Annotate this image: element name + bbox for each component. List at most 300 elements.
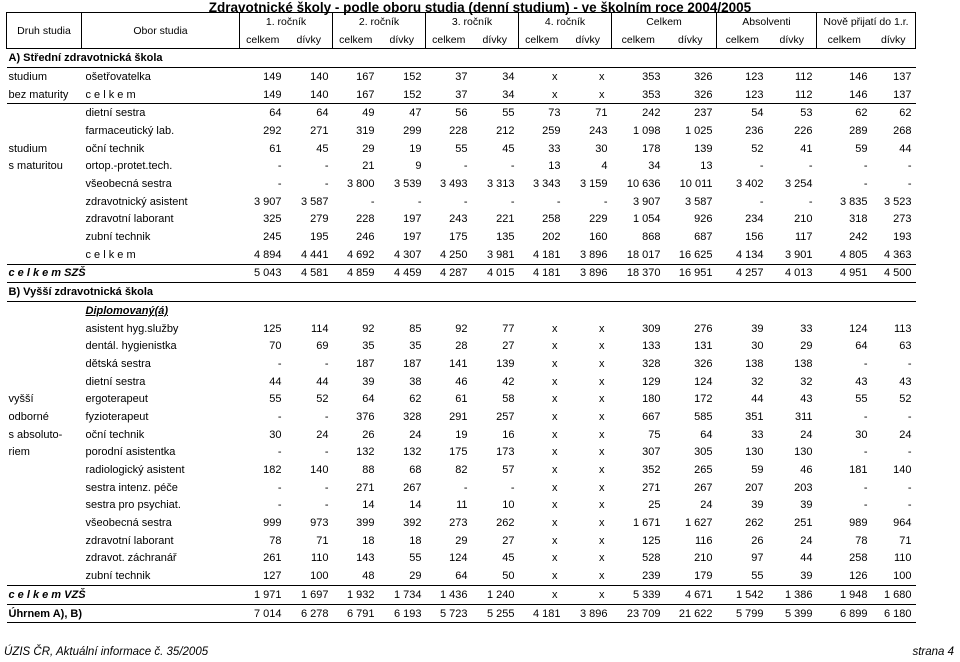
- obor-cell: dětská sestra: [85, 357, 151, 370]
- value-cell: 45: [502, 552, 515, 565]
- value-cell: 125: [642, 534, 661, 547]
- value-cell: 243: [589, 124, 608, 137]
- value-cell: 24: [316, 428, 329, 441]
- value-cell: x: [599, 428, 605, 441]
- value-cell: 18: [409, 534, 422, 547]
- value-cell: x: [599, 322, 605, 335]
- value-cell: 110: [310, 552, 329, 565]
- table-row: [7, 158, 916, 176]
- value-cell: 130: [794, 446, 813, 459]
- value-cell: 3 523: [883, 195, 912, 208]
- druh-cell: vyšší: [8, 393, 34, 406]
- value-cell: 3 981: [472, 246, 519, 264]
- value-cell: 267: [403, 481, 422, 494]
- value-cell: 55: [717, 567, 768, 585]
- value-cell: 110: [893, 552, 912, 565]
- value-cell: 42: [502, 375, 515, 388]
- value-cell: 59: [855, 142, 868, 155]
- value-cell: 10: [502, 499, 515, 512]
- druh-cell: s absoluto-: [8, 428, 63, 441]
- druh-cell: studium: [8, 70, 48, 83]
- header-group: 1. ročník: [240, 13, 333, 31]
- value-cell: 4 459: [379, 264, 426, 283]
- value-cell: 989: [849, 517, 868, 530]
- value-cell: 326: [694, 357, 713, 370]
- value-cell: 1 098: [632, 124, 661, 137]
- value-cell: 116: [694, 534, 713, 547]
- table-row: [7, 390, 916, 408]
- value-cell: x: [519, 567, 565, 585]
- total-szs-label: c e l k e m SZŠ: [7, 264, 240, 283]
- table-row: [7, 373, 916, 391]
- value-cell: 237: [694, 107, 713, 120]
- druh-cell: riem: [8, 446, 30, 459]
- value-cell: 52: [899, 393, 912, 406]
- value-cell: -: [759, 160, 764, 173]
- value-cell: 4 581: [286, 264, 333, 283]
- value-cell: -: [324, 357, 329, 370]
- value-cell: -: [863, 481, 868, 494]
- value-cell: 3 800: [346, 178, 375, 191]
- diplomovany-heading: Diplomovaný(á): [85, 304, 169, 317]
- value-cell: 210: [794, 213, 813, 226]
- value-cell: 228: [356, 213, 375, 226]
- value-cell: 25: [648, 499, 661, 512]
- value-cell: 26: [362, 428, 375, 441]
- header-celkem: celkem: [519, 31, 565, 49]
- footer-page-number: strana 4: [912, 646, 954, 658]
- value-cell: 279: [310, 213, 329, 226]
- value-cell: 973: [310, 517, 329, 530]
- total-row: [7, 264, 916, 283]
- header-group: Nově přijatí do 1.r.: [817, 13, 916, 31]
- druh-cell: [7, 193, 82, 211]
- table-row: [7, 408, 916, 426]
- value-cell: 64: [855, 340, 868, 353]
- druh-cell: [7, 355, 82, 373]
- subsection-row: [7, 302, 916, 320]
- section-a-heading: A) Střední zdravotnická škola: [7, 49, 916, 68]
- value-cell: 152: [403, 70, 422, 83]
- value-cell: -: [808, 195, 813, 208]
- value-cell: -: [370, 195, 375, 208]
- obor-cell: všeobecná sestra: [85, 517, 172, 530]
- value-cell: 271: [356, 481, 375, 494]
- value-cell: 132: [356, 446, 375, 459]
- value-cell: 262: [745, 517, 764, 530]
- value-cell: 39: [800, 499, 813, 512]
- value-cell: -: [324, 178, 329, 191]
- value-cell: [768, 302, 817, 320]
- value-cell: 146: [817, 86, 872, 104]
- value-cell: 1 697: [286, 586, 333, 605]
- value-cell: 4 307: [379, 246, 426, 264]
- table-row: [7, 68, 916, 86]
- value-cell: 138: [745, 357, 764, 370]
- obor-cell: asistent hyg.služby: [85, 322, 179, 335]
- value-cell: 4 181: [519, 246, 565, 264]
- value-cell: 43: [800, 393, 813, 406]
- value-cell: 64: [426, 567, 472, 585]
- value-cell: 4 894: [240, 246, 286, 264]
- value-cell: 123: [745, 70, 764, 83]
- druh-cell: [7, 175, 82, 193]
- value-cell: 10 636: [626, 178, 661, 191]
- value-cell: -: [863, 160, 868, 173]
- obor-cell: zdravotnický asistent: [85, 195, 188, 208]
- value-cell: 307: [642, 446, 661, 459]
- value-cell: 61: [269, 142, 282, 155]
- table-row: [7, 193, 916, 211]
- value-cell: 124: [449, 552, 468, 565]
- value-cell: x: [599, 446, 605, 459]
- value-cell: 5 043: [240, 264, 286, 283]
- value-cell: 149: [263, 70, 282, 83]
- value-cell: 4 805: [817, 246, 872, 264]
- value-cell: -: [907, 481, 912, 494]
- value-cell: 21: [362, 160, 375, 173]
- table-row: [7, 426, 916, 444]
- value-cell: 73: [548, 107, 561, 120]
- value-cell: 88: [362, 464, 375, 477]
- value-cell: 126: [817, 567, 872, 585]
- value-cell: 1 971: [240, 586, 286, 605]
- section-b-heading: B) Vyšší zdravotnická škola: [7, 283, 916, 302]
- value-cell: 4 859: [333, 264, 379, 283]
- value-cell: -: [277, 357, 282, 370]
- value-cell: 305: [694, 446, 713, 459]
- obor-cell: zubní technik: [82, 567, 240, 585]
- value-cell: x: [552, 393, 558, 406]
- value-cell: -: [603, 195, 608, 208]
- value-cell: 3 343: [532, 178, 561, 191]
- value-cell: 926: [694, 213, 713, 226]
- value-cell: 352: [642, 464, 661, 477]
- table-row: [7, 497, 916, 515]
- value-cell: -: [463, 195, 468, 208]
- value-cell: 328: [642, 357, 661, 370]
- header-druh-studia: Druh studia: [7, 13, 82, 49]
- value-cell: 197: [403, 213, 422, 226]
- value-cell: 4 500: [872, 264, 916, 283]
- value-cell: 19: [409, 142, 422, 155]
- value-cell: 19: [455, 428, 468, 441]
- header-divky: dívky: [286, 31, 333, 49]
- value-cell: 167: [333, 86, 379, 104]
- value-cell: 265: [694, 464, 713, 477]
- value-cell: -: [324, 160, 329, 173]
- value-cell: 45: [502, 142, 515, 155]
- value-cell: 139: [496, 357, 515, 370]
- value-cell: 319: [356, 124, 375, 137]
- value-cell: 46: [455, 375, 468, 388]
- value-cell: x: [599, 534, 605, 547]
- obor-cell: dietní sestra: [85, 375, 146, 388]
- value-cell: 242: [849, 231, 868, 244]
- druh-cell: [7, 550, 82, 568]
- value-cell: 1 240: [472, 586, 519, 605]
- value-cell: 6 278: [286, 604, 333, 623]
- value-cell: 131: [694, 340, 713, 353]
- value-cell: 132: [403, 446, 422, 459]
- value-cell: -: [863, 410, 868, 423]
- value-cell: 239: [612, 567, 665, 585]
- value-cell: 3 901: [768, 246, 817, 264]
- value-cell: 146: [849, 70, 868, 83]
- value-cell: -: [863, 499, 868, 512]
- value-cell: 117: [794, 231, 813, 244]
- value-cell: 30: [855, 428, 868, 441]
- value-cell: 234: [745, 213, 764, 226]
- table-row: [7, 355, 916, 373]
- value-cell: 29: [362, 142, 375, 155]
- value-cell: -: [277, 499, 282, 512]
- value-cell: 160: [589, 231, 608, 244]
- table-row: [7, 532, 916, 550]
- value-cell: -: [808, 160, 813, 173]
- value-cell: 57: [502, 464, 515, 477]
- value-cell: -: [510, 481, 515, 494]
- value-cell: x: [552, 464, 558, 477]
- value-cell: 137: [893, 70, 912, 83]
- druh-cell: [7, 337, 82, 355]
- value-cell: 34: [472, 86, 519, 104]
- value-cell: 92: [455, 322, 468, 335]
- value-cell: 271: [310, 124, 329, 137]
- value-cell: 18: [362, 534, 375, 547]
- value-cell: x: [552, 340, 558, 353]
- value-cell: 7 014: [240, 604, 286, 623]
- druh-cell: [7, 461, 82, 479]
- value-cell: 4 181: [519, 264, 565, 283]
- value-cell: x: [552, 534, 558, 547]
- value-cell: 55: [409, 552, 422, 565]
- value-cell: 245: [263, 231, 282, 244]
- table-row: [7, 320, 916, 338]
- value-cell: x: [552, 499, 558, 512]
- value-cell: 44: [751, 393, 764, 406]
- value-cell: 140: [893, 464, 912, 477]
- value-cell: -: [277, 446, 282, 459]
- value-cell: x: [552, 357, 558, 370]
- value-cell: [426, 302, 472, 320]
- value-cell: 71: [316, 534, 329, 547]
- value-cell: 41: [800, 142, 813, 155]
- druh-cell: [7, 373, 82, 391]
- value-cell: -: [324, 499, 329, 512]
- value-cell: 3 896: [565, 264, 612, 283]
- footer-source: ÚZIS ČR, Aktuální informace č. 35/2005: [4, 646, 209, 658]
- value-cell: 3 493: [439, 178, 468, 191]
- value-cell: 127: [240, 567, 286, 585]
- value-cell: 55: [502, 107, 515, 120]
- table-row: [7, 175, 916, 193]
- header-row: [7, 13, 916, 31]
- value-cell: 1 386: [768, 586, 817, 605]
- value-cell: 207: [745, 481, 764, 494]
- value-cell: x: [599, 70, 605, 83]
- value-cell: 4 257: [717, 264, 768, 283]
- value-cell: 75: [648, 428, 661, 441]
- value-cell: 33: [800, 322, 813, 335]
- value-cell: x: [565, 586, 612, 605]
- value-cell: 3 907: [632, 195, 661, 208]
- druh-cell: bez maturity: [7, 86, 82, 104]
- value-cell: x: [599, 357, 605, 370]
- header-group: 3. ročník: [426, 13, 519, 31]
- value-cell: 3 254: [784, 178, 813, 191]
- value-cell: x: [552, 481, 558, 494]
- value-cell: 123: [717, 86, 768, 104]
- value-cell: 62: [855, 107, 868, 120]
- value-cell: [817, 302, 872, 320]
- value-cell: 30: [269, 428, 282, 441]
- value-cell: 137: [872, 86, 916, 104]
- value-cell: 4 441: [286, 246, 333, 264]
- value-cell: 48: [333, 567, 379, 585]
- obor-cell: c e l k e m: [82, 86, 240, 104]
- value-cell: 24: [800, 428, 813, 441]
- value-cell: x: [519, 586, 565, 605]
- value-cell: 193: [893, 231, 912, 244]
- header-group: 4. ročník: [519, 13, 612, 31]
- value-cell: 318: [849, 213, 868, 226]
- value-cell: 100: [286, 567, 333, 585]
- value-cell: 140: [310, 70, 329, 83]
- header-obor-studia: Obor studia: [82, 13, 240, 49]
- value-cell: 52: [751, 142, 764, 155]
- value-cell: 44: [316, 375, 329, 388]
- value-cell: 33: [548, 142, 561, 155]
- value-cell: 139: [694, 142, 713, 155]
- value-cell: -: [324, 481, 329, 494]
- page-title: Zdravotnické školy - podle oboru studia (denní studium) - ve školním roce 2004/2005: [208, 0, 752, 15]
- value-cell: 16 951: [665, 264, 717, 283]
- value-cell: 130: [745, 446, 764, 459]
- value-cell: 178: [642, 142, 661, 155]
- value-cell: 149: [240, 86, 286, 104]
- obor-cell: sestra pro psychiat.: [85, 499, 181, 512]
- obor-cell: oční technik: [85, 428, 145, 441]
- value-cell: x: [519, 86, 565, 104]
- value-cell: 3 587: [684, 195, 713, 208]
- value-cell: [565, 302, 612, 320]
- obor-cell: sestra intenz. péče: [85, 481, 178, 494]
- value-cell: 97: [751, 552, 764, 565]
- value-cell: -: [510, 160, 515, 173]
- value-cell: 45: [316, 142, 329, 155]
- value-cell: 1 734: [379, 586, 426, 605]
- value-cell: -: [907, 410, 912, 423]
- value-cell: 24: [409, 428, 422, 441]
- grand-total-label: Úhrnem A), B): [7, 604, 240, 623]
- value-cell: 376: [356, 410, 375, 423]
- value-cell: 77: [502, 322, 515, 335]
- value-cell: 13: [700, 160, 713, 173]
- value-cell: 13: [548, 160, 561, 173]
- value-cell: -: [556, 195, 561, 208]
- druh-cell: [7, 211, 82, 229]
- druh-cell: [7, 104, 82, 122]
- value-cell: -: [863, 357, 868, 370]
- value-cell: 4 363: [872, 246, 916, 264]
- header-group: 2. ročník: [333, 13, 426, 31]
- header-group: Absolventi: [717, 13, 817, 31]
- value-cell: x: [565, 86, 612, 104]
- value-cell: [519, 302, 565, 320]
- value-cell: 43: [899, 375, 912, 388]
- value-cell: 687: [694, 231, 713, 244]
- obor-cell: ortop.-protet.tech.: [85, 160, 173, 173]
- value-cell: 39: [751, 499, 764, 512]
- value-cell: 226: [794, 124, 813, 137]
- value-cell: -: [324, 410, 329, 423]
- value-cell: 55: [269, 393, 282, 406]
- value-cell: 202: [542, 231, 561, 244]
- value-cell: 3 539: [393, 178, 422, 191]
- value-cell: 4: [601, 160, 608, 173]
- value-cell: 5 723: [426, 604, 472, 623]
- value-cell: x: [552, 322, 558, 335]
- header-celkem: celkem: [426, 31, 472, 49]
- value-cell: 182: [263, 464, 282, 477]
- value-cell: 23 709: [612, 604, 665, 623]
- value-cell: 29: [800, 340, 813, 353]
- value-cell: 3 402: [735, 178, 764, 191]
- value-cell: -: [759, 195, 764, 208]
- value-cell: -: [863, 178, 868, 191]
- value-cell: 326: [665, 86, 717, 104]
- value-cell: 292: [263, 124, 282, 137]
- value-cell: -: [907, 160, 912, 173]
- header-divky: dívky: [872, 31, 916, 49]
- value-cell: x: [599, 499, 605, 512]
- value-cell: 5 799: [717, 604, 768, 623]
- value-cell: -: [907, 178, 912, 191]
- obor-cell: zdravotní laborant: [85, 534, 174, 547]
- value-cell: 4 692: [333, 246, 379, 264]
- value-cell: 258: [849, 552, 868, 565]
- value-cell: 59: [751, 464, 764, 477]
- header-celkem: celkem: [612, 31, 665, 49]
- value-cell: 271: [642, 481, 661, 494]
- value-cell: 55: [855, 393, 868, 406]
- value-cell: 133: [642, 340, 661, 353]
- obor-cell: zdravotní laborant: [85, 213, 174, 226]
- value-cell: 585: [694, 410, 713, 423]
- druh-cell: [7, 122, 82, 140]
- value-cell: 140: [286, 86, 333, 104]
- value-cell: 167: [356, 70, 375, 83]
- value-cell: 30: [595, 142, 608, 155]
- value-cell: 114: [310, 322, 329, 335]
- value-cell: 62: [899, 107, 912, 120]
- druh-cell: studium: [8, 142, 48, 155]
- value-cell: x: [599, 552, 605, 565]
- value-cell: x: [552, 70, 558, 83]
- value-cell: 4 951: [817, 264, 872, 283]
- value-cell: 28: [455, 340, 468, 353]
- value-cell: 289: [849, 124, 868, 137]
- value-cell: 46: [800, 464, 813, 477]
- value-cell: 4 671: [665, 586, 717, 605]
- value-cell: 112: [794, 70, 813, 83]
- value-cell: 33: [751, 428, 764, 441]
- value-cell: 39: [751, 322, 764, 335]
- value-cell: 228: [449, 124, 468, 137]
- table-row: [7, 550, 916, 568]
- value-cell: 125: [263, 322, 282, 335]
